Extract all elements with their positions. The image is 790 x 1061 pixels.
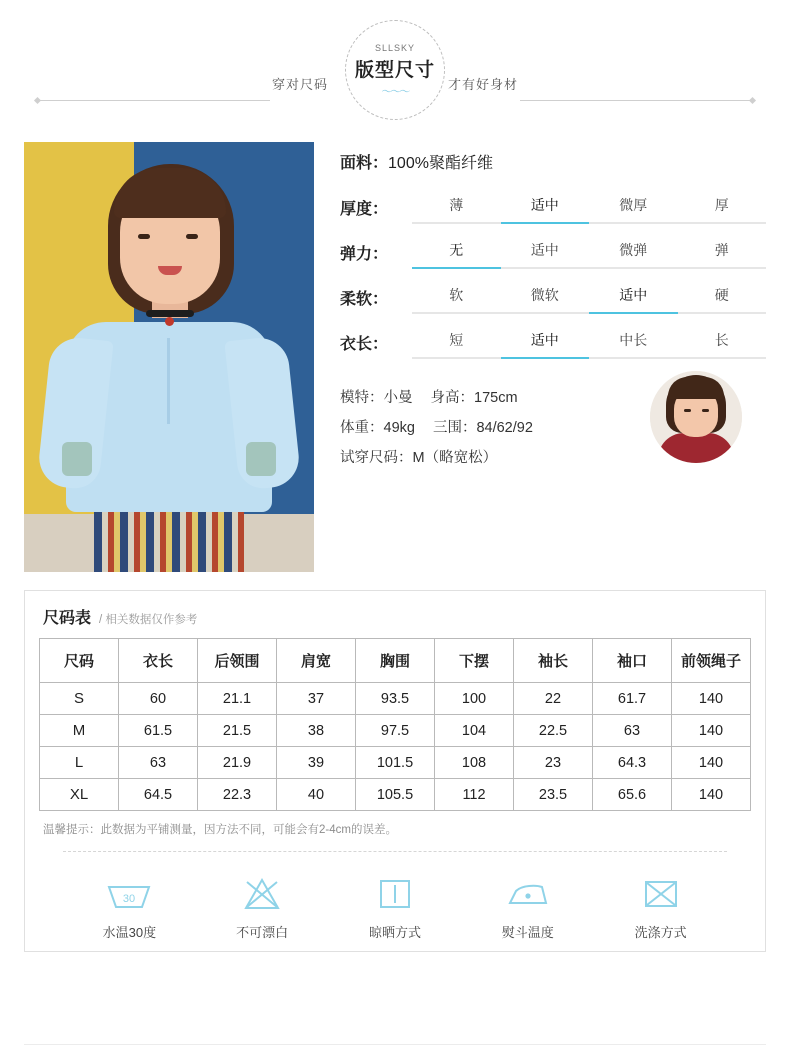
care-item-drying: [335, 874, 455, 941]
column-header: 袖口: [593, 639, 672, 683]
cell-value: 63: [593, 715, 672, 747]
scale-option: 厚: [678, 195, 767, 224]
spec-label-softness: 柔软：: [340, 291, 389, 308]
care-label: 水温30度: [102, 925, 157, 940]
column-header: 衣长: [119, 639, 198, 683]
cell-value: 61.5: [119, 715, 198, 747]
scale-option: 适中: [501, 240, 590, 269]
cell-value: 104: [435, 715, 514, 747]
cell-value: 23: [514, 747, 593, 779]
cell-value: 21.5: [198, 715, 277, 747]
fabric-label: 面料：: [340, 155, 389, 172]
spec-label-elasticity: 弹力：: [340, 246, 389, 263]
column-header: 袖长: [514, 639, 593, 683]
size-table-note: 温馨提示：此数据为平铺测量，因方法不同，可能会有2-4cm的误差。: [43, 824, 397, 836]
fabric-value: 100%聚酯纤维: [388, 155, 493, 172]
table-row: [40, 747, 751, 779]
table-row: [40, 715, 751, 747]
model-height-value: 175cm: [474, 390, 518, 406]
spec-scale-length: [412, 330, 766, 359]
care-label: 不可漂白: [236, 925, 289, 940]
cell-size: M: [40, 715, 119, 747]
cell-value: 112: [435, 779, 514, 811]
model-info: [340, 383, 766, 473]
cell-value: 101.5: [356, 747, 435, 779]
model-name-label: 模特：: [340, 390, 384, 406]
care-item-iron: [468, 874, 588, 941]
table-row: [40, 779, 751, 811]
scale-option: 中长: [589, 330, 678, 359]
no-wash-icon: [601, 874, 721, 914]
spec-row-length: [340, 330, 766, 359]
iron-temp-icon: [468, 874, 588, 914]
cell-value: 140: [672, 779, 751, 811]
drying-method-icon: [335, 874, 455, 914]
scale-option: 微弹: [589, 240, 678, 269]
spec-label-thickness: 厚度：: [340, 201, 389, 218]
care-item-washing: [601, 874, 721, 941]
column-header: 下摆: [435, 639, 514, 683]
main-section: [0, 142, 790, 572]
model-name-value: 小曼: [383, 390, 413, 406]
care-label: 洗涤方式: [634, 925, 687, 940]
care-instructions: [63, 851, 727, 941]
spec-scale-softness: [412, 285, 766, 314]
scale-option: 短: [412, 330, 501, 359]
cell-value: 60: [119, 683, 198, 715]
scale-option: 软: [412, 285, 501, 314]
header-left-text: 穿对尺码: [272, 77, 329, 92]
brand-name: SLLSKY: [374, 42, 416, 53]
avatar: [650, 371, 742, 463]
spec-scale-elasticity: [412, 240, 766, 269]
size-table-title: 尺码表: [43, 610, 92, 627]
spec-label-length: 衣长：: [340, 336, 389, 353]
care-item-no-bleach: [202, 874, 322, 941]
cell-value: 22.5: [514, 715, 593, 747]
spec-list: [314, 142, 766, 572]
cell-value: 21.1: [198, 683, 277, 715]
model-measure-label: 三围：: [432, 420, 477, 436]
cell-value: 61.7: [593, 683, 672, 715]
cell-value: 22.3: [198, 779, 277, 811]
table-row: [40, 683, 751, 715]
scale-option: 微软: [501, 285, 590, 314]
brand-badge: [345, 20, 445, 120]
cell-value: 140: [672, 747, 751, 779]
model-weight-value: 49kg: [383, 420, 415, 436]
column-header: 胸围: [356, 639, 435, 683]
model-height-label: 身高：: [430, 390, 474, 406]
fabric-row: [340, 150, 766, 173]
model-try-label: 试穿尺码：: [340, 450, 413, 466]
size-table-subtitle: / 相关数据仅作参考: [99, 614, 198, 626]
column-header: 后领围: [198, 639, 277, 683]
cell-value: 63: [119, 747, 198, 779]
model-measure-value: 84/62/92: [476, 420, 533, 436]
cell-value: 40: [277, 779, 356, 811]
header-right-text: 才有好身材: [447, 77, 518, 92]
page-header: [0, 0, 790, 140]
cell-size: L: [40, 747, 119, 779]
scale-option-active: 适中: [501, 330, 590, 359]
cell-value: 140: [672, 715, 751, 747]
cell-size: S: [40, 683, 119, 715]
spec-row-thickness: [340, 195, 766, 224]
spec-row-elasticity: [340, 240, 766, 269]
care-item-wash-temp: [69, 874, 189, 941]
size-table-header: [39, 605, 751, 628]
cell-value: 23.5: [514, 779, 593, 811]
spec-scale-thickness: [412, 195, 766, 224]
care-label: 晾晒方式: [368, 925, 421, 940]
no-bleach-icon: [202, 874, 322, 914]
footer-divider: [24, 1044, 766, 1045]
cell-value: 93.5: [356, 683, 435, 715]
cell-value: 22: [514, 683, 593, 715]
header-rule-left: [35, 100, 270, 101]
header-rule-right: [520, 100, 755, 101]
scale-option: 薄: [412, 195, 501, 224]
cell-value: 100: [435, 683, 514, 715]
cell-value: 140: [672, 683, 751, 715]
cell-value: 97.5: [356, 715, 435, 747]
scale-option: 硬: [678, 285, 767, 314]
svg-text:30: 30: [123, 893, 136, 905]
cell-value: 105.5: [356, 779, 435, 811]
spec-row-softness: [340, 285, 766, 314]
scale-option-active: 适中: [501, 195, 590, 224]
model-weight-label: 体重：: [340, 420, 384, 436]
cell-value: 21.9: [198, 747, 277, 779]
model-photo: [24, 142, 314, 572]
cell-value: 37: [277, 683, 356, 715]
badge-title: 版型尺寸: [354, 59, 435, 81]
cell-value: 64.3: [593, 747, 672, 779]
size-table-panel: [24, 590, 766, 952]
column-header: 尺码: [40, 639, 119, 683]
scale-option: 弹: [678, 240, 767, 269]
size-table: [39, 638, 751, 811]
scale-option-active: 适中: [589, 285, 678, 314]
scale-option: 长: [678, 330, 767, 359]
care-label: 熨斗温度: [501, 925, 554, 940]
table-header-row: [40, 639, 751, 683]
wave-icon: 〜〜〜: [381, 85, 409, 98]
cell-size: XL: [40, 779, 119, 811]
column-header: 前领绳子: [672, 639, 751, 683]
scale-option-active: 无: [412, 240, 501, 269]
model-try-value: M（略宽松）: [412, 450, 498, 466]
cell-value: 38: [277, 715, 356, 747]
wash-temp-icon: [69, 874, 189, 914]
cell-value: 39: [277, 747, 356, 779]
cell-value: 65.6: [593, 779, 672, 811]
cell-value: 108: [435, 747, 514, 779]
column-header: 肩宽: [277, 639, 356, 683]
cell-value: 64.5: [119, 779, 198, 811]
scale-option: 微厚: [589, 195, 678, 224]
